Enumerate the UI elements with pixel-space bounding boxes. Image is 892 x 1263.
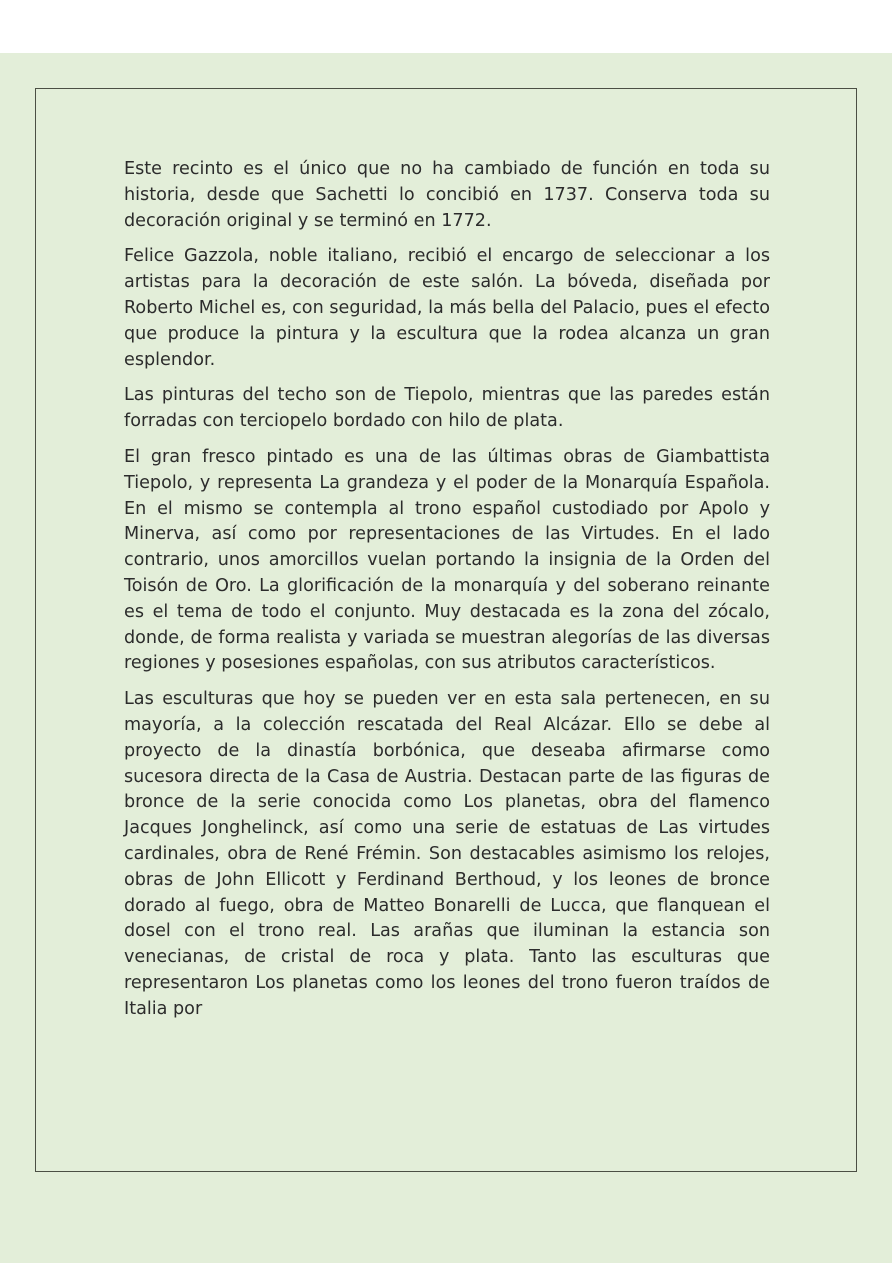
paragraph: Las esculturas que hoy se pueden ver en esta sala pertenecen, en su mayoría, a la colección rescatada del Real Alcázar. Ello se debe al proyecto de la dinastía borbónica, que deseaba afirmarse como sucesora directa de la Casa de Austria. Destacan parte de las figuras de bronce de la serie conocida como Los planetas, obra del flamenco Jacques Jonghelinck, así como una serie de estatuas de Las virtudes cardinales, obra de René Frémin. Son destacables asimismo los relojes, obras de John Ellicott y Ferdinand Berthoud, y los leones de bronce dorado al fuego, obra de Matteo Bonarelli de Lucca, que flanquean el dosel con el trono real. Las arañas que iluminan la estancia son venecianas, de cristal de roca y plata. Tanto las esculturas que representaron Los planetas como los leones del trono fueron traídos de Italia por [124,689,770,1019]
paragraph: Felice Gazzola, noble italiano, recibió el encargo de seleccionar a los artistas para la decoración de este salón. La bóveda, diseñada por Roberto Michel es, con seguridad, la más bella del Palacio, pues el efecto que produce la pintura y la escultura que la rodea alcanza un gran esplendor. [124,246,770,370]
document-body [124,157,770,1033]
paragraph: El gran fresco pintado es una de las últimas obras de Giambattista Tiepolo, y representa La grandeza y el poder de la Monarquía Española. En el mismo se contempla al trono español custodiado por Apolo y Minerva, así como por representaciones de las Virtudes. En el lado contrario, unos amorcillos vuelan portando la insignia de la Orden del Toisón de Oro. La glorificación de la monarquía y del soberano reinante es el tema de todo el conjunto. Muy destacada es la zona del zócalo, donde, de forma realista y variada se muestran alegorías de las diversas regiones y posesiones españolas, con sus atributos característicos. [124,446,770,674]
paragraph: Las pinturas del techo son de Tiepolo, mientras que las paredes están forradas con terciopelo bordado con hilo de plata. [124,385,770,432]
paragraph: Este recinto es el único que no ha cambiado de función en toda su historia, desde que Sachetti lo concibió en 1737. Conserva toda su decoración original y se terminó en 1772. [124,159,770,231]
